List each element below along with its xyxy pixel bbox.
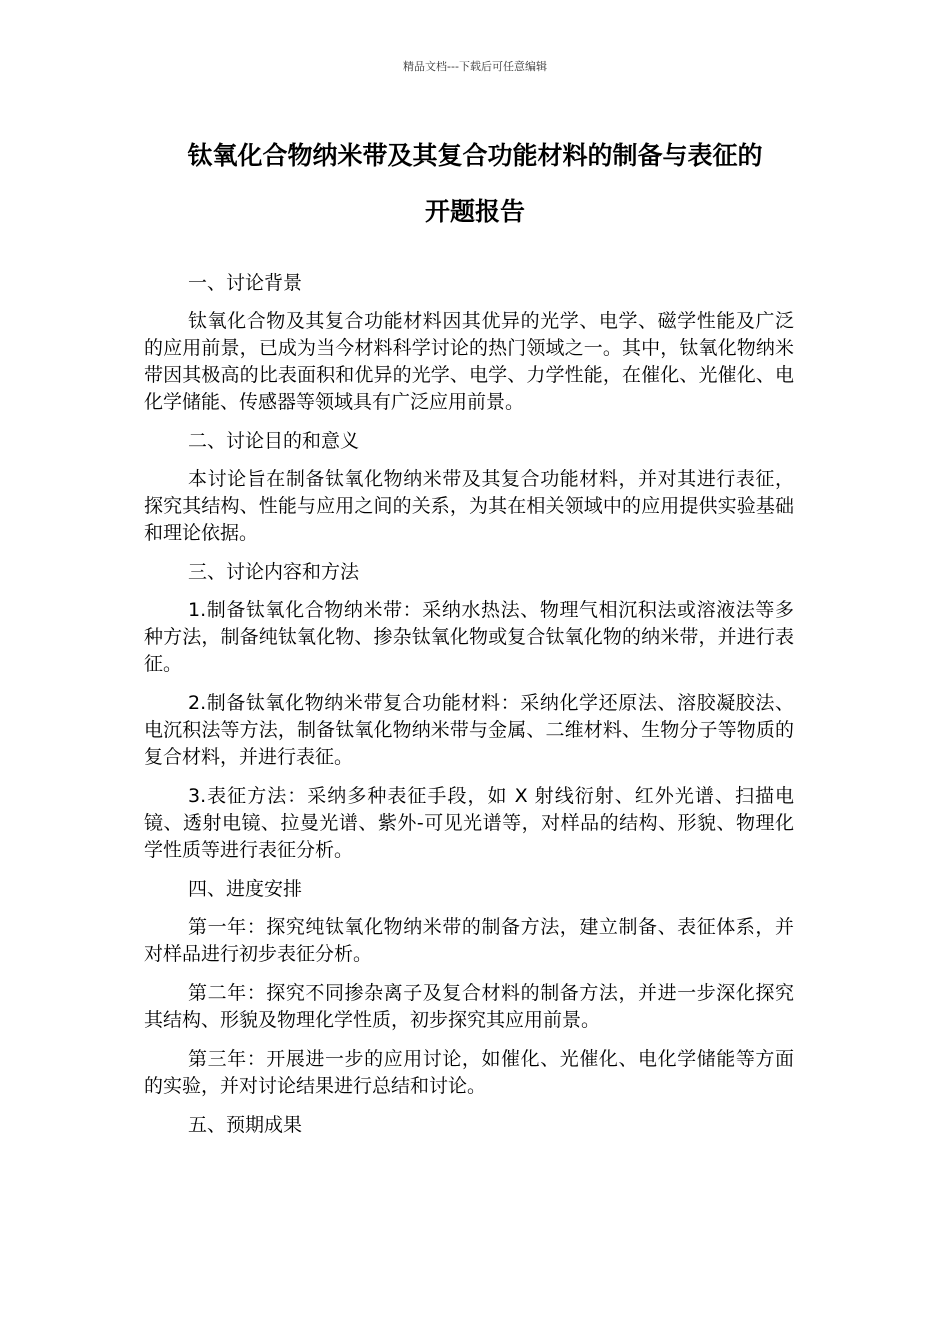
paragraph-schedule-year-1: 第一年：探究纯钛氧化物纳米带的制备方法，建立制备、表征体系，并对样品进行初步表征分析。 <box>144 916 794 965</box>
paragraph-method-1: 1.制备钛氧化合物纳米带：采纳水热法、物理气相沉积法或溶液法等多种方法，制备纯钛氧化物、掺杂钛氧化物或复合钛氧化物的纳米带，并进行表征。 <box>144 599 794 675</box>
paragraph-schedule-year-3: 第三年：开展进一步的应用讨论，如催化、光催化、电化学储能等方面的实验，并对讨论结果进行总结和讨论。 <box>144 1048 794 1097</box>
section-heading-content-methods: 三、讨论内容和方法 <box>188 561 360 583</box>
section-heading-background: 一、讨论背景 <box>188 272 303 294</box>
section-heading-expected-results: 五、预期成果 <box>188 1114 303 1136</box>
section-heading-schedule: 四、进度安排 <box>188 878 303 900</box>
title-line-2: 开题报告 <box>424 197 525 226</box>
paragraph-method-2: 2.制备钛氧化物纳米带复合功能材料：采纳化学还原法、溶胶凝胶法、电沉积法等方法，制备钛氧化物纳米带与金属、二维材料、生物分子等物质的复合材料，并进行表征。 <box>144 692 794 768</box>
section-heading-purpose: 二、讨论目的和意义 <box>188 430 360 452</box>
paragraph-background: 钛氧化合物及其复合功能材料因其优异的光学、电学、磁学性能及广泛的应用前景，已成为当今材料科学讨论的热门领域之一。其中，钛氧化物纳米带因其极高的比表面积和优异的光学、电学、力学性能，在催化、光催化、电化学储能、传感器等领域具有广泛应用前景。 <box>144 310 794 413</box>
document-title <box>100 128 850 240</box>
document-body <box>144 270 794 1150</box>
page-header: 精品文档---下载后可任意编辑 <box>403 60 547 73</box>
title-line-1: 钛氧化合物纳米带及其复合功能材料的制备与表征的 <box>187 141 763 170</box>
paragraph-method-3: 3.表征方法：采纳多种表征手段，如 X 射线衍射、红外光谱、扫描电镜、透射电镜、拉曼光谱、紫外-可见光谱等，对样品的结构、形貌、物理化学性质等进行表征分析。 <box>144 785 794 861</box>
paragraph-purpose: 本讨论旨在制备钛氧化物纳米带及其复合功能材料，并对其进行表征，探究其结构、性能与应用之间的关系，为其在相关领域中的应用提供实验基础和理论依据。 <box>144 468 794 544</box>
paragraph-schedule-year-2: 第二年：探究不同掺杂离子及复合材料的制备方法，并进一步深化探究其结构、形貌及物理化学性质，初步探究其应用前景。 <box>144 982 794 1031</box>
